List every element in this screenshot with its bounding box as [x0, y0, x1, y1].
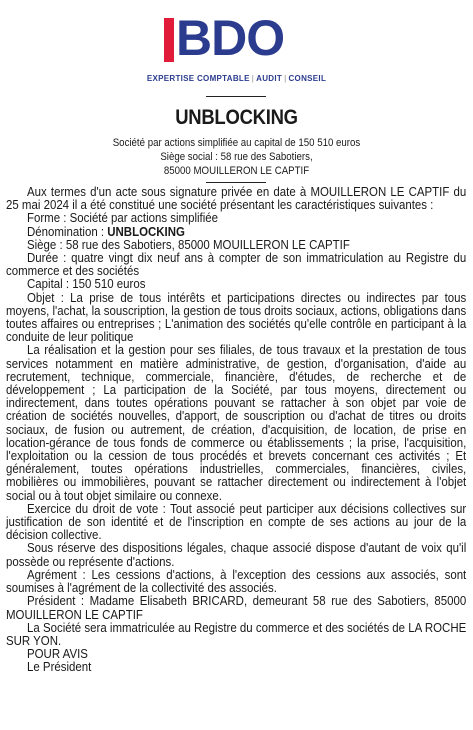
paragraph-vote: Exercice du droit de vote : Tout associé peut participer aux décisions collectives sur justification de son identité et de l'inscription en compte de ses actions au jour de la décision collective. [6, 500, 467, 543]
paragraph-pour-avis: POUR AVIS [27, 646, 88, 662]
tagline-separator: | [284, 74, 287, 83]
tagline-part-3: CONSEIL [288, 74, 327, 83]
subtitle-line: 85000 MOUILLERON LE CAPTIF [163, 165, 310, 177]
denomination-value: UNBLOCKING [107, 223, 185, 239]
paragraph-siege: Siège : 58 rue des Sabotiers, 85000 MOUILLERON LE CAPTIF [27, 236, 350, 252]
denomination-label: Dénomination : [27, 223, 108, 239]
tagline-part-1: EXPERTISE COMPTABLE [146, 74, 250, 83]
paragraph-president: Président : Madame Elisabeth BRICARD, demeurant 58 rue des Sabotiers, 85000 MOUILLERON LE CAPTIF [6, 593, 467, 622]
notice-title: UNBLOCKING [175, 106, 298, 129]
paragraph-reserve: Sous réserve des dispositions légales, chaque associé dispose d'autant de voix qu'il possède ou représente d'actions. [6, 540, 467, 569]
paragraph-agrement: Agrément : Les cessions d'actions, à l'exception des cessions aux associés, sont soumises à l'agrément de la collectivité des associés. [6, 566, 467, 596]
divider-top [206, 96, 266, 97]
notice-body [6, 185, 466, 674]
tagline-separator: | [251, 74, 255, 83]
paragraph-intro: Aux termes d'un acte sous signature privée en date à MOUILLERON LE CAPTIF du 25 mai 2024 il a été constitué une société présentant les caractéristiques suivantes : [6, 184, 467, 213]
paragraph-signature: Le Président [27, 659, 92, 675]
paragraph-denomination [6, 225, 466, 238]
paragraph-objet: Objet : La prise de tous intérêts et participations directes ou indirectes par tous moyens, l'achat, la souscription, la gestion de tous droits sociaux, actions, obligations dans toutes affaires ou entreprises ; L'animation des sociétés qu'elle contrôle en participant à la conduite de leur politique [6, 289, 467, 345]
logo-mark [162, 10, 308, 66]
logo-tagline [0, 74, 473, 83]
logo-wordmark: BDO [176, 10, 285, 66]
subtitle-line: Siège social : 58 rue des Sabotiers, [160, 151, 313, 163]
paragraph-duree: Durée : quatre vingt dix neuf ans à compter de son immatriculation au Registre du commerce et des sociétés [6, 250, 467, 279]
notice-subtitle [28, 136, 444, 178]
bdo-logo [0, 8, 473, 83]
tagline-part-2: AUDIT [256, 74, 283, 83]
paragraph-capital: Capital : 150 510 euros [27, 276, 146, 292]
logo-red-bar [164, 18, 174, 62]
divider-bottom [206, 182, 266, 183]
paragraph-forme: Forme : Société par actions simplifiée [27, 210, 219, 226]
subtitle-line: Société par actions simplifiée au capital de 150 510 euros [112, 137, 361, 149]
paragraph-immatriculation: La Société sera immatriculée au Registre du commerce et des sociétés de LA ROCHE SUR YON. [6, 619, 467, 648]
paragraph-realisation: La réalisation et la gestion pour ses filiales, de tous travaux et la prestation de tous services notamment en matière administrative, de gestion, d'organisation, d'aide au recrutement, technique, commerciale, financière, d'études, de recherche et de développement ; La participation de la Société, par tous moyens, directement ou indirectement, dans toutes opérations pouvant se rattacher à son objet par voie de création de sociétés nouvelles, d'apport, de souscription ou d'achat de titres ou droits sociaux, de fusion ou autrement, de création, d'acquisition, de location, de prise en location-gérance de tous fonds de commerce ou établissements ; la prise, l'acquisition, l'exploitation ou la cession de tous procédés et brevets concernant ces activités ; Et généralement, toutes opérations industrielles, commerciales, financières, civiles, mobilières ou immobilières, pouvant se rattacher directement ou indirectement à l'objet social ou à tout objet similaire ou connexe. [6, 342, 467, 503]
